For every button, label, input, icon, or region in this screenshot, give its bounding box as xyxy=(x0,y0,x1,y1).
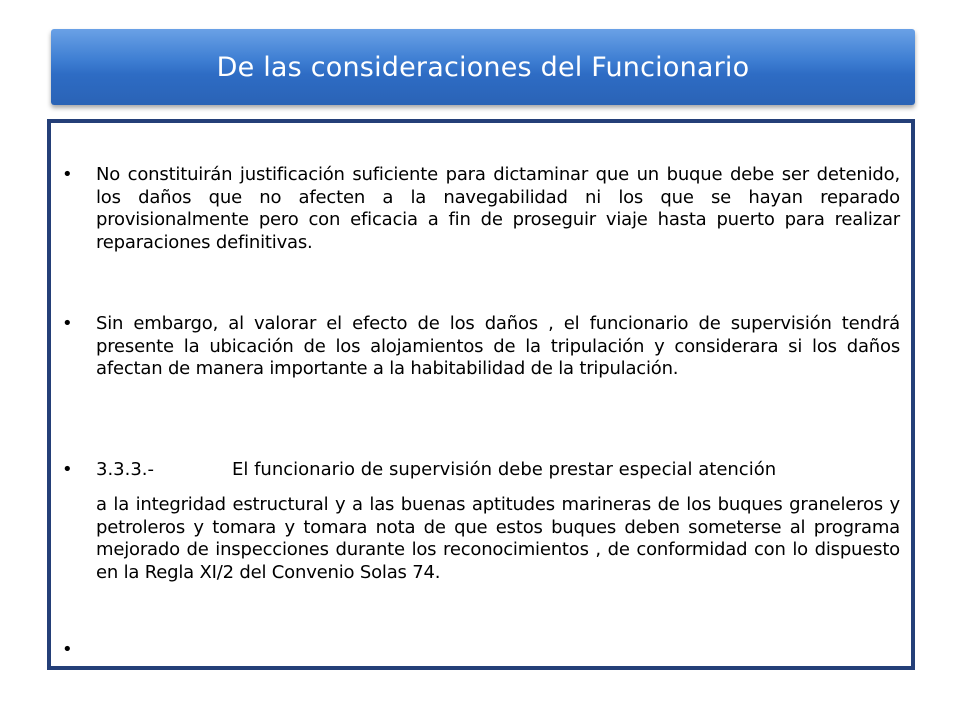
bullet-marker: • xyxy=(62,313,73,334)
bullet-first-line-text: El funcionario de supervisión debe prestar especial atención xyxy=(232,459,777,480)
bullet-text: a la integridad estructural y a las buenas aptitudes marineras de los buques graneleros y petroleros y tomara y tomara nota de que estos buques deben someterse al programa mejorado de inspecciones durante los reconocimientos , de conformidad con lo dispuesto en la Regla XI/2 del Convenio Solas 74. xyxy=(96,494,900,583)
content-box xyxy=(47,119,915,670)
slide-title: De las consideraciones del Funcionario xyxy=(216,51,750,83)
bullet-marker: • xyxy=(62,639,73,660)
bullet-marker: • xyxy=(62,459,73,480)
title-bar xyxy=(51,29,915,105)
bullet-marker: • xyxy=(62,164,73,185)
bullet-text: No constituirán justificación suficiente para dictaminar que un buque debe ser detenido, los daños que no afecten a la navegabilidad ni los que se hayan reparado provisionalmente pero con eficacia a fin de proseguir viaje hasta puerto para realizar reparaciones definitivas. xyxy=(96,164,900,253)
section-number: 3.3.3.- xyxy=(96,459,155,480)
bullet-first-line xyxy=(96,459,900,481)
bullet-list xyxy=(51,123,911,666)
bullet-text: Sin embargo, al valorar el efecto de los daños , el funcionario de supervisión tendrá presente la ubicación de los alojamientos de la tripulación y considerara si los daños afectan de manera importante a la habitabilidad de la tripulación. xyxy=(96,313,900,379)
